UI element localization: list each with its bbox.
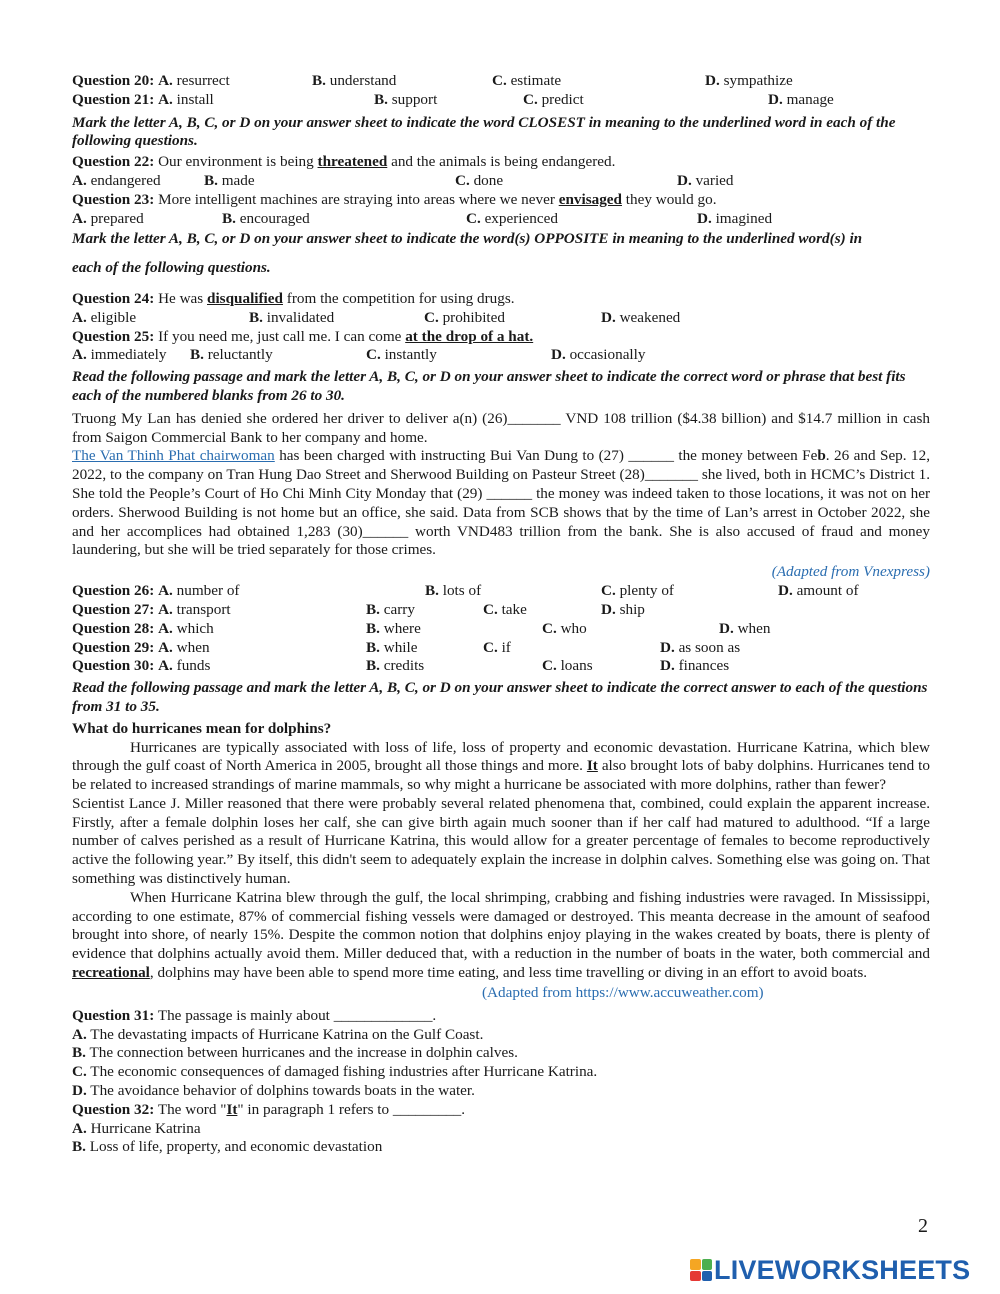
underlined-word: It — [586, 757, 598, 775]
question-28: Question 28: A. which B. where C. who D. when — [72, 619, 771, 637]
question-31-option-c[interactable]: C. The economic consequences of damaged fishing industries after Hurricane Katrina. — [72, 1063, 598, 1081]
underlined-word: It — [226, 1100, 238, 1118]
option-a[interactable]: eligible — [90, 308, 137, 326]
liveworksheets-logo — [690, 1254, 971, 1285]
option-c[interactable]: plenty of — [619, 582, 674, 600]
option-c[interactable]: done — [473, 171, 504, 189]
option-b[interactable]: carry — [383, 600, 415, 618]
option-b[interactable]: understand — [329, 72, 397, 89]
option-d[interactable]: when — [737, 619, 771, 637]
underlined-word: envisaged — [558, 190, 622, 208]
question-31-stem: Question 31: The passage is mainly about _____________. — [72, 1006, 437, 1024]
option-d[interactable]: amount of — [796, 582, 859, 600]
question-27: Question 27: A. transport B. carry C. take D. ship — [72, 600, 645, 618]
question-32-option-a[interactable]: A. Hurricane Katrina — [72, 1119, 201, 1137]
option-c[interactable]: take — [501, 600, 527, 618]
logo-text: LIVEWORKSHEETS — [714, 1254, 971, 1285]
question-32-option-b[interactable]: B. Loss of life, property, and economic devastation — [72, 1138, 383, 1156]
question-25-options: A. immediately B. reluctantly C. instantly D. occasionally — [72, 346, 646, 364]
instruction-closest: Mark the letter A, B, C, or D on your answer sheet to indicate the word CLOSEST in meaning to the underlined word in each of the following questions. — [72, 113, 896, 150]
question-22-stem: Question 22: Our environment is being threatened and the animals is being endangered. — [72, 153, 616, 171]
option-d[interactable]: manage — [786, 90, 834, 108]
passage-1-source: (Adapted from Vnexpress) — [771, 563, 930, 581]
option-c[interactable]: who — [560, 619, 587, 637]
chairwoman-link[interactable]: The Van Thinh Phat chairwoman — [72, 447, 275, 465]
option-b[interactable]: where — [383, 619, 421, 637]
question-25-stem: Question 25: If you need me, just call me. I can come at the drop of a hat. — [72, 327, 534, 345]
logo-icon — [690, 1259, 712, 1281]
passage-2-paragraph-3: When Hurricane Katrina blew through the gulf, the local shrimping, crabbing and fishing industries were ravaged. In Mississippi, according to one estimate, 87% of commercial fishing vessels were damaged or destroyed. This meanta decrease in the amount of seafood brought into shore, of nearly 15%. Despite the common notion that dolphins enjoy playing in the wakes created by boats, there is plenty of evidence that dolphins actually avoid them. Miller deduced that, with a reduction in the number of boats in the water, both commercial and recreational, dolphins may have been able to spend more time eating, and less time travelling or diving in an effort to avoid boats. — [72, 888, 930, 982]
question-31-option-b[interactable]: B. The connection between hurricanes and the increase in dolphin calves. — [72, 1044, 518, 1062]
option-a[interactable]: transport — [176, 600, 231, 618]
option-c[interactable]: instantly — [384, 346, 437, 364]
question-30: Question 30: A. funds B. credits C. loans D. finances — [72, 657, 730, 675]
passage-2-title: What do hurricanes mean for dolphins? — [72, 719, 332, 737]
option-d[interactable]: weakened — [619, 308, 681, 326]
instruction-opposite: Mark the letter A, B, C, or D on your answer sheet to indicate the word(s) OPPOSITE in meaning to the underlined word(s) in — [72, 230, 863, 248]
worksheet-page — [72, 72, 930, 1157]
option-a[interactable]: immediately — [90, 346, 167, 364]
option-c[interactable]: estimate — [510, 72, 562, 89]
option-b[interactable]: credits — [383, 657, 425, 675]
option-c[interactable]: predict — [541, 90, 584, 108]
option-d[interactable]: occasionally — [569, 346, 646, 364]
option-b[interactable]: while — [383, 638, 418, 656]
option-d[interactable]: ship — [619, 600, 645, 618]
option-d[interactable]: as soon as — [678, 638, 741, 656]
question-label: Question 21: — [72, 90, 155, 108]
question-22-options: A. endangered B. made C. done D. varied — [72, 171, 734, 189]
question-26: Question 26: A. number of B. lots of C. plenty of D. amount of — [72, 582, 859, 600]
option-c[interactable]: experienced — [484, 209, 558, 227]
question-31-option-d[interactable]: D. The avoidance behavior of dolphins towards boats in the water. — [72, 1082, 475, 1100]
question-32-stem: Question 32: The word "It" in paragraph 1 refers to _________. — [72, 1100, 466, 1118]
question-label: Question 20: — [72, 72, 155, 89]
question-21: Question 21: A. install B. support C. predict D. manage — [72, 90, 834, 108]
question-24-options: A. eligible B. invalidated C. prohibited D. weakened — [72, 308, 681, 326]
option-d[interactable]: finances — [678, 657, 730, 675]
question-29: Question 29: A. when B. while C. if D. as soon as — [72, 638, 741, 656]
passage-1-paragraph-2: The Van Thinh Phat chairwoman has been charged with instructing Bui Van Dung to (27) ______ the money between Feb. 26 and Sep. 12, 2022, to the company on Tran Hung Dao Street and Sherwood Building on Pasteur Street (28)_______ she lived, both in HCMC’s District 1. She told the People’s Court of Ho Chi Minh City Monday that (29) ______ the money was indeed taken to those locations, it was not on her orders. Sherwood Building is not home but an office, she said. Data from SCB shows that by the time of Lan’s arrest in October 2022, she and her accomplices had obtained 1,283 (30)______ worth VND483 trillion from the bank. She is also accused of fraud and money laundering, but she will be tried separately for those crimes. — [72, 447, 930, 559]
question-20: Question 20: A. resurrect B. understand C. estimate D. sympathize — [72, 72, 793, 89]
option-c[interactable]: if — [501, 638, 511, 656]
question-31-option-a[interactable]: A. The devastating impacts of Hurricane Katrina on the Gulf Coast. — [72, 1025, 484, 1043]
instruction-reading: Read the following passage and mark the letter A, B, C, or D on your answer sheet to indicate the correct answer to each of the questions from 31 to 35. — [72, 679, 928, 715]
option-a[interactable]: funds — [176, 657, 211, 675]
option-a[interactable]: number of — [176, 582, 240, 600]
option-c[interactable]: prohibited — [442, 308, 505, 326]
question-24-stem: Question 24: He was disqualified from the competition for using drugs. — [72, 289, 515, 307]
question-23-options: A. prepared B. encouraged C. experienced D. imagined — [72, 209, 773, 227]
option-d[interactable]: varied — [695, 171, 734, 189]
option-a[interactable]: install — [176, 90, 214, 108]
option-a[interactable]: prepared — [90, 209, 144, 227]
underlined-word: disqualified — [207, 289, 283, 307]
page-number: 2 — [918, 1215, 928, 1237]
question-23-stem: Question 23: More intelligent machines are straying into areas where we never envisaged they would go. — [72, 190, 717, 208]
underlined-phrase: at the drop of a hat. — [405, 327, 534, 345]
passage-2-paragraph-2: Scientist Lance J. Miller reasoned that there were probably several related phenomena that, combined, could explain the apparent increase. Firstly, after a female dolphin loses her calf, she can give birth again much sooner than if her calf had matured to adulthood. “If a large number of calves perished as a result of Hurricane Katrina, this would allow for a greater percentage of females to become reproductively active the following year.” By itself, this didn't seem to adequately explain the increase in dolphin calves. Something else was going on. That something was distinctively human. — [72, 794, 930, 888]
option-a[interactable]: which — [176, 619, 214, 637]
passage-2-paragraph-1: Hurricanes are typically associated with loss of life, loss of property and economic devastation. Hurricane Katrina, which blew through the gulf coast of North America in 2005, brought all those things and more. It also brought lots of baby dolphins. Hurricanes tend to be related to increased strandings of marine mammals, so why might a hurricane be associated with more dolphins, rather than fewer? — [72, 738, 930, 794]
passage-2-source: (Adapted from https://www.accuweather.com) — [482, 983, 764, 1001]
option-b[interactable]: reluctantly — [207, 346, 273, 364]
underlined-word: threatened — [317, 153, 388, 171]
option-b[interactable]: made — [221, 171, 255, 189]
option-d[interactable]: sympathize — [723, 72, 793, 89]
instruction-opposite-cont: each of the following questions. — [72, 259, 271, 277]
passage-1-paragraph-1: Truong My Lan has denied she ordered her driver to deliver a(n) (26)_______ VND 108 trillion ($4.38 billion) and $14.7 million in cash from Saigon Commercial Bank to her company and home. — [72, 409, 930, 446]
option-a[interactable]: when — [176, 638, 210, 656]
option-c[interactable]: loans — [560, 657, 593, 675]
underlined-word: recreational — [72, 964, 150, 982]
option-d[interactable]: imagined — [715, 209, 773, 227]
option-b[interactable]: support — [391, 90, 438, 108]
option-a[interactable]: endangered — [90, 171, 161, 189]
option-b[interactable]: encouraged — [239, 209, 310, 227]
option-a[interactable]: resurrect — [176, 72, 230, 89]
instruction-blanks: Read the following passage and mark the letter A, B, C, or D on your answer sheet to indicate the correct word or phrase that best fits each of the numbered blanks from 26 to 30. — [72, 368, 906, 404]
option-b[interactable]: lots of — [442, 582, 482, 600]
option-b[interactable]: invalidated — [266, 308, 335, 326]
